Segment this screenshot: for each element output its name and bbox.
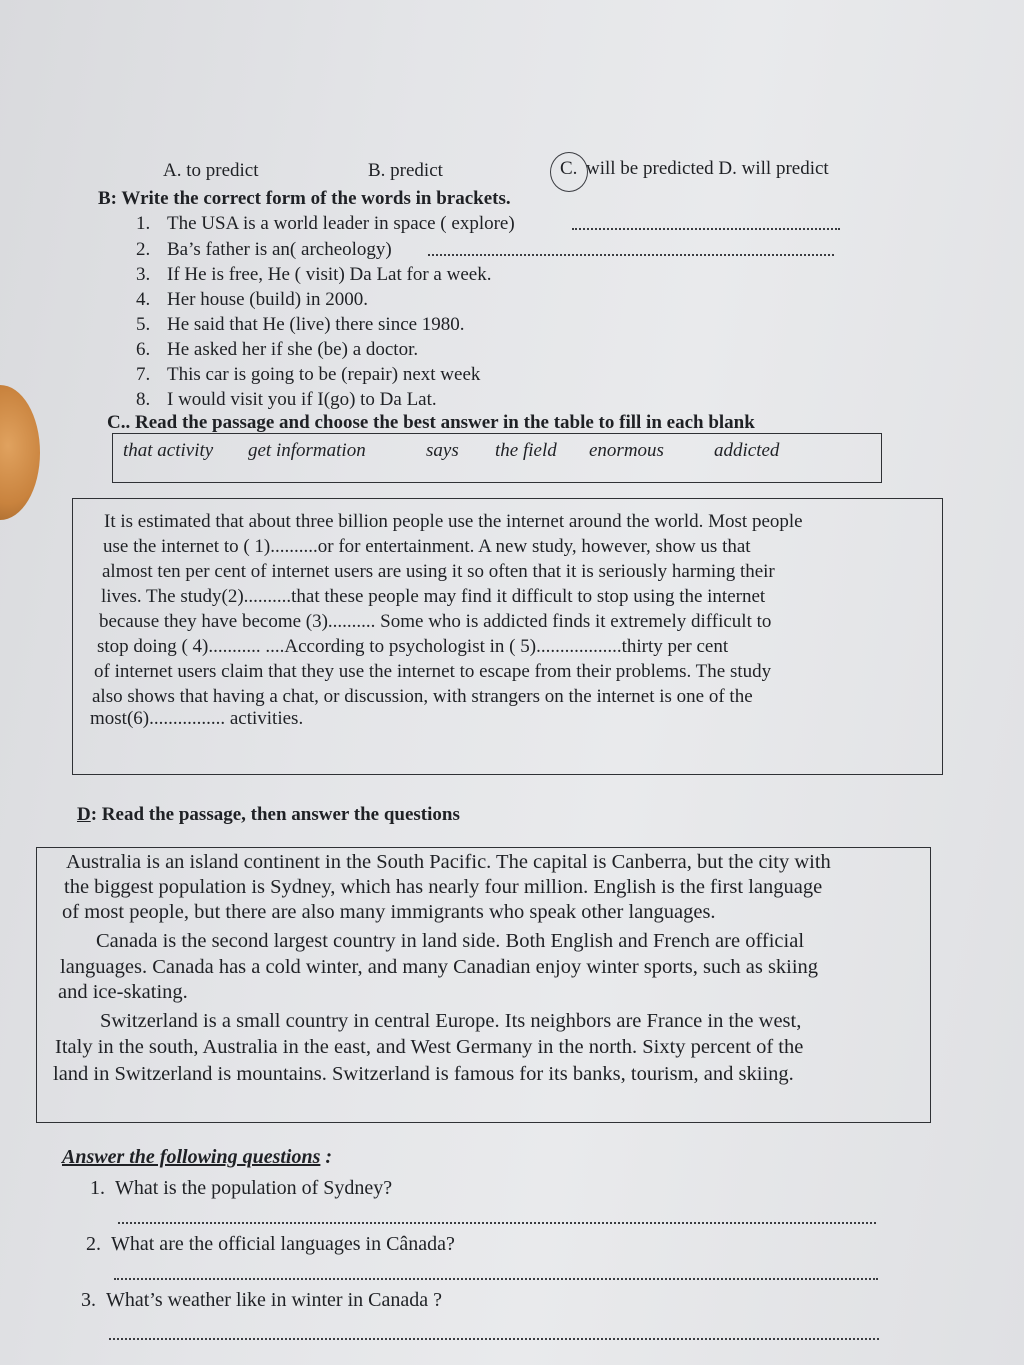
question-3-num: 3. [81,1289,96,1311]
passage-line: most(6)................ activities. [90,708,304,729]
b-item-5-text: He said that He (live) there since 1980. [167,314,465,335]
choice-word: get information [248,440,366,461]
b-item-2-answer-line[interactable] [428,254,834,256]
b-item-2-text: Ba’s father is an( archeology) [167,239,392,260]
passage-line: of internet users claim that they use the internet to escape from their problems. The study [94,661,772,682]
b-item-4-num: 4. [136,289,151,310]
passage-line: stop doing ( 4)........... ....According to psychologist in ( 5)..................thirty per cent [97,636,729,657]
b-item-6-text: He asked her if she (be) a doctor. [167,339,419,360]
b-item-8-text: I would visit you if I(go) to Da Lat. [167,389,437,410]
b-item-1-num: 1. [136,213,151,234]
b-item-3-num: 3. [136,264,151,285]
passage-line: use the internet to ( 1)..........or for entertainment. A new study, however, show us that [103,536,751,557]
passage-line: Switzerland is a small country in central Europe. Its neighbors are France in the west, [100,1010,802,1032]
passage-line: the biggest population is Sydney, which has nearly four million. English is the first language [64,876,823,898]
answer-3-line[interactable] [109,1338,879,1340]
choice-word: the field [495,440,557,461]
b-item-7-text: This car is going to be (repair) next week [167,364,481,385]
choice-word: that activity [123,440,214,461]
section-b-heading: B: Write the correct form of the words in brackets. [98,188,511,209]
passage-line: It is estimated that about three billion people use the internet around the world. Most people [104,511,803,532]
question-1-num: 1. [90,1177,105,1199]
passage-line: of most people, but there are also many immigrants who speak other languages. [62,901,716,923]
question-2-text: What are the official languages in Cânada? [111,1233,455,1255]
answer-heading-text: Answer the following questions [62,1146,321,1168]
passage-line: because they have become (3).......... Some who is addicted finds it extremely difficult to [99,611,772,632]
section-c-heading: C.. Read the passage and choose the best answer in the table to fill in each blank [107,412,755,433]
answer-1-line[interactable] [118,1222,876,1224]
passage-line: land in Switzerland is mountains. Switzerland is famous for its banks, tourism, and skiing. [53,1063,794,1085]
finger-shadow [0,385,40,520]
question-1-text: What is the population of Sydney? [115,1177,393,1199]
passage-line: Canada is the second largest country in land side. Both English and French are official [96,930,805,952]
passage-line: almost ten per cent of internet users are using it so often that it is seriously harming their [102,561,775,582]
b-item-3-text: If He is free, He ( visit) Da Lat for a week. [167,264,492,285]
passage-line: Australia is an island continent in the South Pacific. The capital is Canberra, but the city with [66,851,831,873]
b-item-2-num: 2. [136,239,151,260]
answer-2-line[interactable] [114,1278,878,1280]
b-item-5-num: 5. [136,314,151,335]
b-item-8-num: 8. [136,389,151,410]
option-a: A. to predict [163,160,259,181]
question-3-text: What’s weather like in winter in Canada ? [106,1289,442,1311]
passage-line: and ice-skating. [58,981,188,1003]
b-item-1-answer-line[interactable] [572,228,840,230]
passage-line: Italy in the south, Australia in the east, and West Germany in the north. Sixty percent of the [55,1036,804,1058]
section-d-letter: D [77,804,91,825]
choice-word: addicted [714,440,780,461]
option-b: B. predict [368,160,443,181]
option-c-d: will be predicted D. will predict [586,158,829,179]
option-c-label: C. [560,158,578,179]
question-2-num: 2. [86,1233,101,1255]
answer-heading-suffix: : [320,1146,333,1168]
answer-heading [62,1146,332,1169]
b-item-7-num: 7. [136,364,151,385]
section-d-heading [77,804,460,826]
passage-line: also shows that having a chat, or discussion, with strangers on the internet is one of the [92,686,753,707]
section-d-heading-text: : Read the passage, then answer the questions [90,804,460,825]
b-item-4-text: Her house (build) in 2000. [167,289,369,310]
passage-line: languages. Canada has a cold winter, and many Canadian enjoy winter sports, such as skiing [60,956,819,978]
passage-line: lives. The study(2)..........that these people may find it difficult to stop using the internet [101,586,766,607]
choice-word: enormous [589,440,664,461]
b-item-1-text: The USA is a world leader in space ( explore) [167,213,515,234]
choice-word: says [426,440,459,461]
b-item-6-num: 6. [136,339,151,360]
